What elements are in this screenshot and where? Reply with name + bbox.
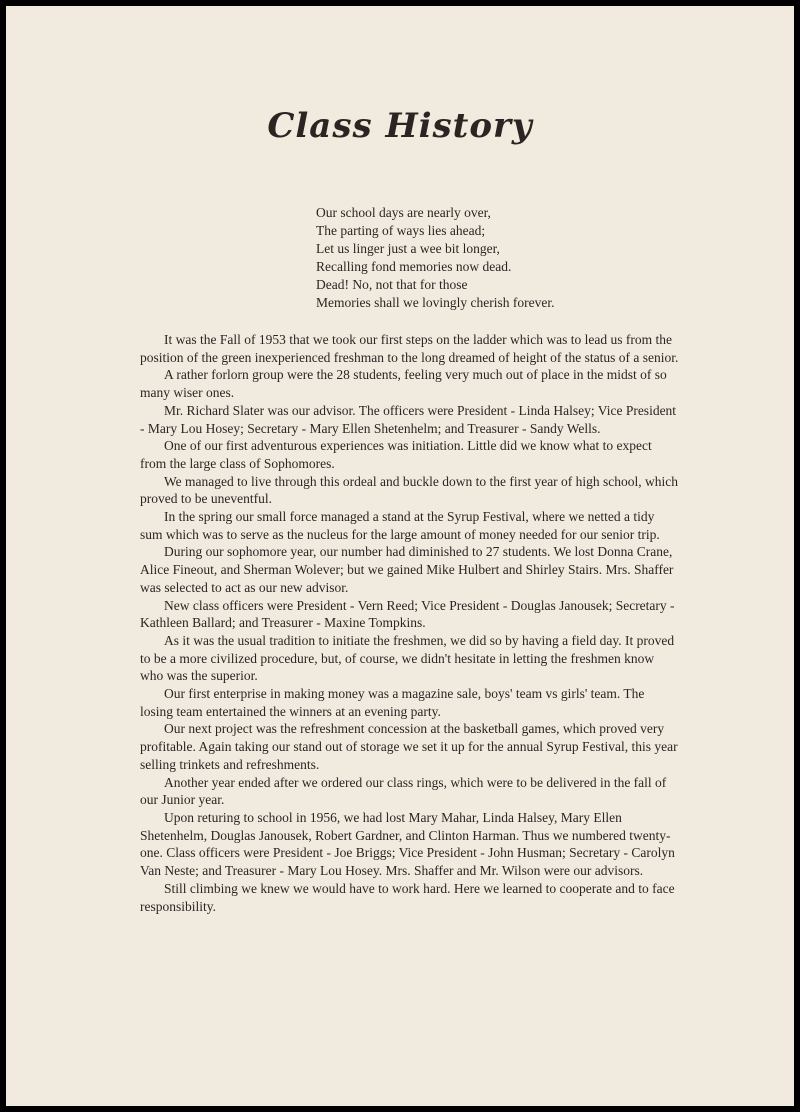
history-body [140, 331, 680, 915]
paragraph: We managed to live through this ordeal and buckle down to the first year of high school, which proved to be uneventful. [140, 473, 679, 507]
poem-line: Memories shall we lovingly cherish forever. [316, 295, 555, 310]
poem-line: Recalling fond memories now dead. [316, 259, 512, 274]
poem-stanza [316, 204, 554, 312]
document-page [6, 6, 794, 1106]
paragraph: Still climbing we knew we would have to work hard. Here we learned to cooperate and to face responsibility. [140, 880, 675, 914]
page-title: Class History [267, 106, 533, 146]
paragraph: It was the Fall of 1953 that we took our first steps on the ladder which was to lead us from the position of the green inexperienced freshman to the long dreamed of height of the status of a senior. [140, 332, 679, 365]
paragraph: Our next project was the refreshment concession at the basketball games, which proved very profitable. Again taking our stand out of storage we set it up for the annual Syrup Festival, this year selling trinkets and refreshments. [140, 721, 678, 772]
paragraph: In the spring our small force managed a stand at the Syrup Festival, where we netted a tidy sum which was to serve as the nucleus for the large amount of money needed for our senior trip. [140, 509, 660, 542]
paragraph: A rather forlorn group were the 28 students, feeling very much out of place in the midst of so many wiser ones. [140, 367, 667, 401]
poem-line: The parting of ways lies ahead; [316, 223, 486, 238]
paragraph: One of our first adventurous experiences was initiation. Little did we know what to expect from the large class of Sophomores. [140, 438, 652, 471]
paragraph: As it was the usual tradition to initiate the freshmen, we did so by having a field day. It proved to be a more civilized procedure, but, of course, we didn't hesitate in letting the freshmen know who was the superior. [140, 632, 675, 684]
paragraph: Mr. Richard Slater was our advisor. The officers were President - Linda Halsey; Vice President - Mary Lou Hosey; Secretary - Mary Ellen Shetenhelm; and Treasurer - Sandy Wells. [140, 402, 677, 436]
paragraph: Another year ended after we ordered our class rings, which were to be delivered in the fall of our Junior year. [140, 774, 667, 808]
poem-line: Dead! No, not that for those [316, 277, 468, 292]
poem-line: Let us linger just a wee bit longer, [316, 241, 500, 256]
paragraph: During our sophomore year, our number had diminished to 27 students. We lost Donna Crane, Alice Fineout, and Sherman Wolever; but we gained Mike Hulbert and Shirley Stairs. Mrs. Shaffer was selected to act as our new advisor. [140, 544, 674, 595]
paragraph: Upon returing to school in 1956, we had lost Mary Mahar, Linda Halsey, Mary Ellen Shetenhelm, Douglas Janousek, Robert Gardner, and Clinton Harman. Thus we numbered twenty-one. Class officers were President - Joe Briggs; Vice President - John Husman; Secretary - Carolyn Van Neste; and Treasurer - Mary Lou Hosey. Mrs. Shaffer and Mr. Wilson were our advisors. [140, 809, 675, 879]
paragraph: New class officers were President - Vern Reed; Vice President - Douglas Janousek; Secretary - Kathleen Ballard; and Treasurer - Maxine Tompkins. [140, 597, 675, 631]
paragraph: Our first enterprise in making money was a magazine sale, boys' team vs girls' team. The losing team entertained the winners at an evening party. [140, 686, 645, 719]
poem-line: Our school days are nearly over, [316, 205, 491, 220]
